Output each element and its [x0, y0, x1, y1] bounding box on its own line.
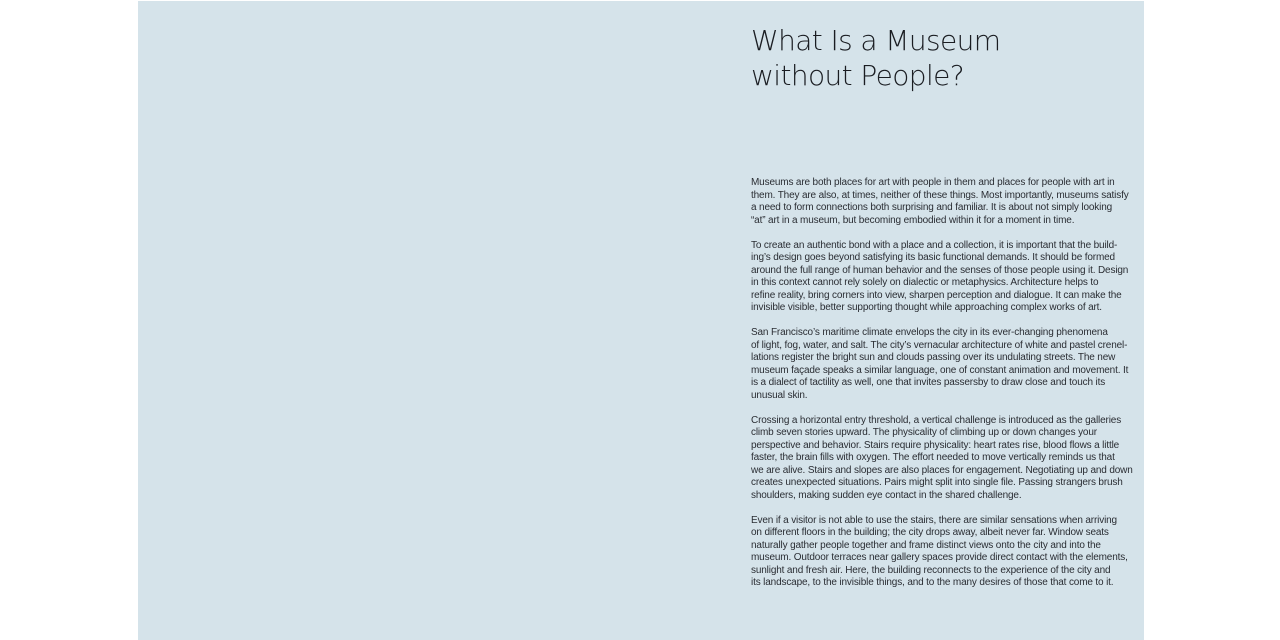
- text-line: shoulders, making sudden eye contact in the shared challenge.: [751, 489, 1022, 501]
- title-line: What Is a Museum: [751, 24, 1001, 57]
- text-line: museum façade speaks a similar language, one of constant animation and movement. It: [751, 364, 1129, 376]
- text-line: To create an authentic bond with a place and a collection, it is important that the build-: [751, 239, 1118, 251]
- paragraph: [751, 414, 1133, 503]
- text-line: lations register the bright sun and clouds passing over its undulating streets. The new: [751, 352, 1116, 363]
- paragraph: [751, 177, 1129, 227]
- page-title: [751, 23, 1131, 93]
- paragraph: [751, 514, 1128, 590]
- text-line: invisible visible, better supporting thought while approaching complex works of art.: [751, 302, 1102, 313]
- text-line: climb seven stories upward. The physicality of climbing up or down changes your: [751, 427, 1097, 438]
- text-line: ing’s design goes beyond satisfying its basic functional demands. It should be formed: [751, 252, 1115, 263]
- text-line: museum. Outdoor terraces near gallery spaces provide direct contact with the elements,: [751, 552, 1128, 563]
- text-line: unusual skin.: [751, 389, 808, 401]
- text-line: faster, the brain fills with oxygen. The effort needed to move vertically reminds us that: [751, 452, 1115, 463]
- text-line: “at” art in a museum, but becoming embodied within it for a moment in time.: [751, 214, 1075, 226]
- text-line: them. They are also, at times, neither of these things. Most importantly, museums satisfy: [751, 189, 1129, 201]
- text-line: a need to form connections both surprising and familiar. It is about not simply looking: [751, 202, 1113, 213]
- text-line: Crossing a horizontal entry threshold, a vertical challenge is introduced as the galleries: [751, 414, 1122, 426]
- text-line: naturally gather people together and frame distinct views onto the city and into the: [751, 539, 1101, 551]
- paragraph: [751, 327, 1129, 402]
- text-line: we are alive. Stairs and slopes are also places for engagement. Negotiating up and down: [751, 464, 1133, 476]
- paragraph: [751, 239, 1129, 315]
- text-line: in this context cannot rely solely on dialectic or metaphysics. Architecture helps to: [751, 277, 1099, 288]
- text-line: creates unexpected situations. Pairs might split into single file. Passing strangers brush: [751, 477, 1123, 488]
- text-line: around the full range of human behavior and the senses of those people using it. Design: [751, 264, 1129, 276]
- page-spine: [641, 1, 642, 640]
- book-spread: [138, 1, 1144, 640]
- text-line: perspective and behavior. Stairs require physicality: heart rates rise, blood flows a little: [751, 439, 1120, 451]
- text-line: San Francisco’s maritime climate envelops the city in its ever-changing phenomena: [751, 327, 1108, 338]
- text-line: its landscape, to the invisible things, and to the many desires of those that come to it.: [751, 577, 1114, 588]
- text-line: Museums are both places for art with people in them and places for people with art in: [751, 177, 1115, 188]
- text-line: on different floors in the building; the city drops away, albeit never far. Window seats: [751, 527, 1109, 538]
- text-line: sunlight and fresh air. Here, the building reconnects to the experience of the city and: [751, 564, 1111, 576]
- text-line: of light, fog, water, and salt. The city’s vernacular architecture of white and pastel crenel-: [751, 339, 1128, 351]
- body-text: [751, 177, 1133, 602]
- text-line: Even if a visitor is not able to use the stairs, there are similar sensations when arriving: [751, 514, 1117, 526]
- text-line: is a dialect of tactility as well, one that invites passersby to draw close and touch its: [751, 377, 1106, 388]
- title-line: without People?: [751, 59, 965, 92]
- text-line: refine reality, bring corners into view, sharpen perception and dialogue. It can make the: [751, 289, 1122, 301]
